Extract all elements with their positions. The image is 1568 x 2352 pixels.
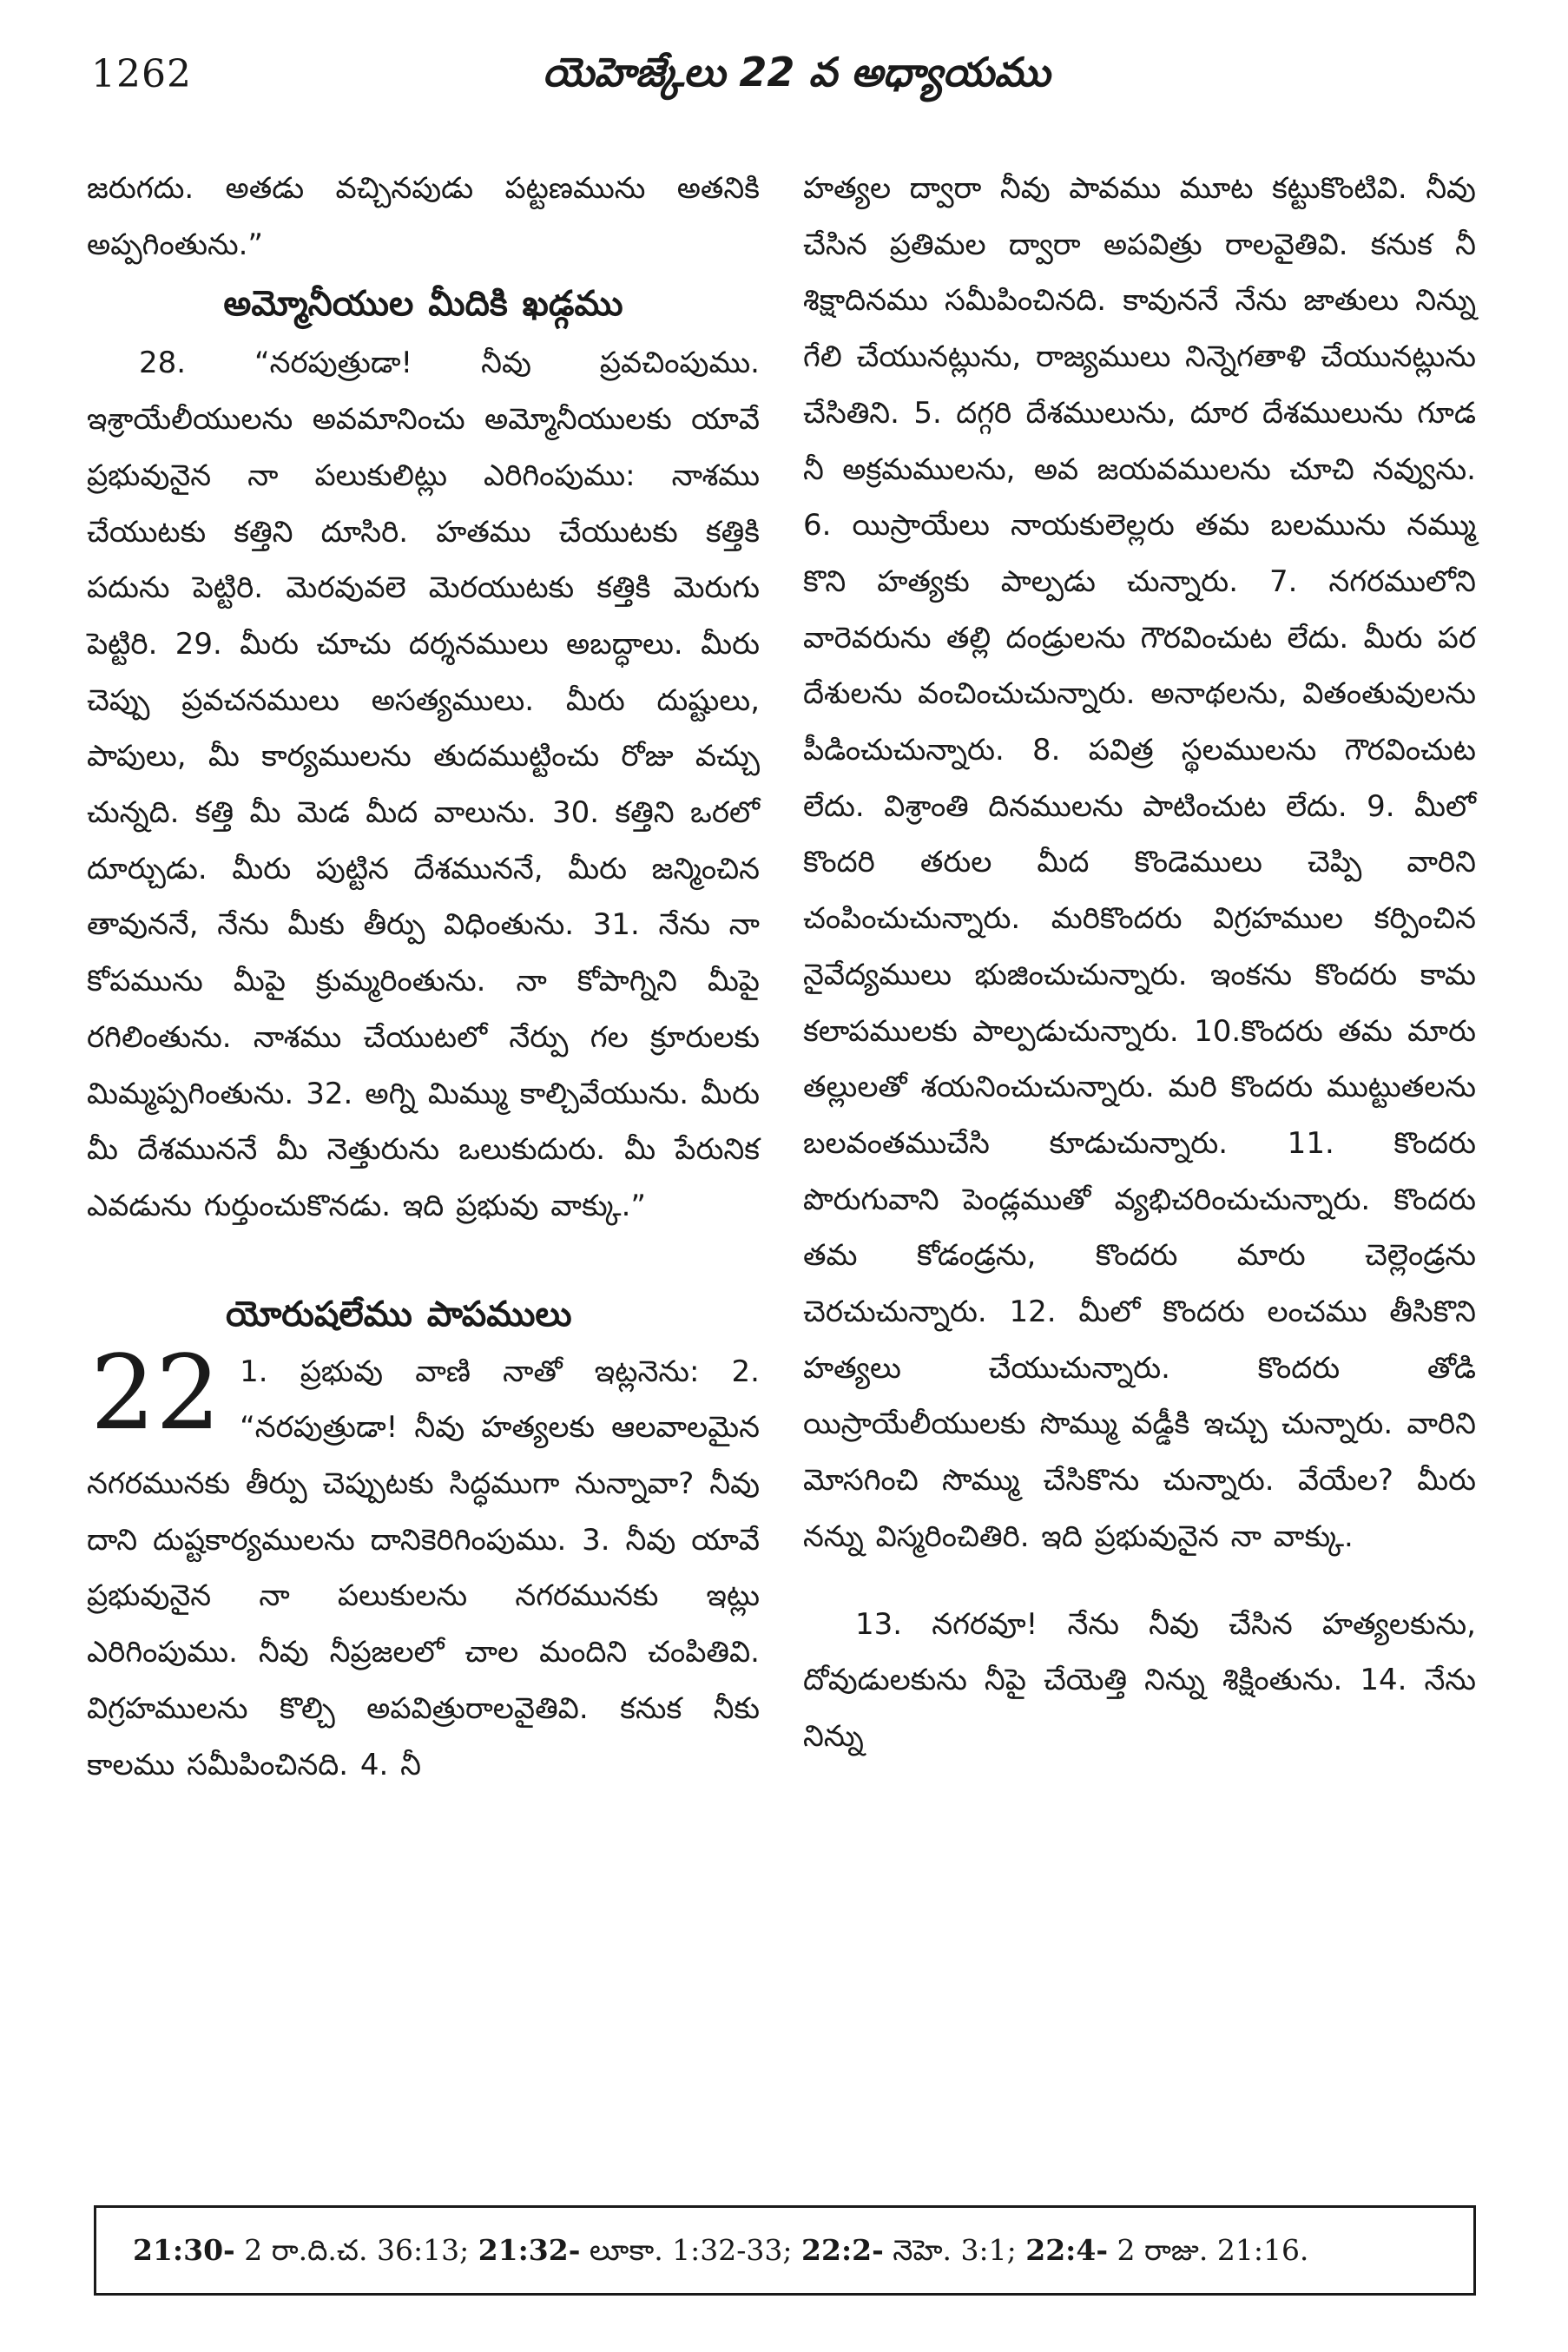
- verse-paragraph: 13. నగరవూ! నేను నీవు చేసిన హత్యలకును, దోవుడులకును నీపై చేయెత్తి నిన్ను శిక్షింతును. 14. నేను నిన్ను: [803, 1606, 1476, 1754]
- running-title: యెహెజ్కేలు 22 వ అధ్యాయము: [543, 49, 1051, 96]
- section-heading-ammonites: అమ్మోనీయుల మీదికి ఖడ్గము: [223, 284, 623, 325]
- cross-reference-box: [94, 2205, 1476, 2296]
- right-column: [803, 161, 1476, 1765]
- page-header: [91, 43, 1480, 130]
- page-number: 1262: [91, 52, 192, 96]
- paragraph-spacer: [803, 1565, 1476, 1597]
- verse-paragraph: హత్యల ద్వారా నీవు పావము మూట కట్టుకొంటివి. నీవు చేసిన ప్రతిమల ద్వారా అపవిత్రు రాలవైతివి. కనుక నీ శిక్షాదినము సమీపించినది. కావుననే నేను జాతులు నిన్ను గేలి చేయునట్లును, రాజ్యములు నిన్నెగతాళి చేయునట్లును చేసితిని. 5. దగ్గరి దేశములును, దూర దేశములును గూడ నీ అక్రమములను, అవ జయవములను చూచి నవ్వును. 6. యిస్రాయేలు నాయకులెల్లరు తమ బలమును నమ్ము కొని హత్యకు పాల్పడు చున్నారు. 7. నగరములోని వారెవరును తల్లి దండ్రులను గౌరవించుట లేదు. మీరు పర దేశులను వంచించుచున్నారు. అనాథలను, వితంతువులను పీడించుచున్నారు. 8. పవిత్ర స్థలములను గౌరవించుట లేదు. విశ్రాంతి దినములను పాటించుట లేదు. 9. మీలో కొందరి తరుల మీద కొండెములు చెప్పి వారిని చంపించుచున్నారు. మరికొందరు విగ్రహముల కర్పించిన నైవేద్యములు భుజించుచున్నారు. ఇంకను కొందరు కామ కలాపములకు పాల్పడుచున్నారు. 10.కొందరు తమ మారు తల్లులతో శయనించుచున్నారు. మరి కొందరు ముట్టుతలను బలవంతముచేసి కూడుచున్నారు. 11. కొందరు పొరుగువాని పెండ్లముతో వ్యభిచరించుచున్నారు. కొందరు తమ కోడండ్రను, కొందరు మారు చెల్లెండ్రను చెరచుచున్నారు. 12. మీలో కొందరు లంచము తీసికొని హత్యలు చేయుచున్నారు. కొందరు తోడి యిస్రాయేలీయులకు సొమ్ము వడ్డీకి ఇచ్చు చున్నారు. వారిని మోసగించి సొమ్ము చేసికొను చున్నారు. వేయేల? మీరు నన్ను విస్మరించితిరి. ఇది ప్రభువునైన నా వాక్కు.: [803, 171, 1476, 1554]
- verse-paragraph: 1. ప్రభువు వాణి నాతో ఇట్లనెను: 2. “నరపుత్రుడా! నీవు హత్యలకు ఆలవాలమైన నగరమునకు తీర్పు చెప్పుటకు సిద్ధముగా నున్నావా? నీవు దాని దుష్టకార్యములను దానికెరిగింపుము. 3. నీవు యావే ప్రభువునైన నా పలుకులను నగరమునకు ఇట్లు ఎరిగింపుము. నీవు నీప్రజలలో చాల మందిని చంపితివి. విగ్రహములను కొల్చి అపవిత్రురాలవైతివి. కనుక నీకు కాలము సమీపించినది. 4. నీ: [87, 1354, 760, 1782]
- left-column: [87, 161, 760, 1793]
- cross-reference-text: లూకా. 1:32-33;: [580, 2233, 802, 2267]
- cross-reference-key: 22:2-: [801, 2233, 884, 2267]
- cross-reference-text: నెహె. 3:1;: [883, 2233, 1026, 2267]
- cross-reference-text: 2 రాజు. 21:16.: [1108, 2233, 1309, 2267]
- continuation-text: జరుగదు. అతడు వచ్చినపుడు పట్టణమును అతనికి అప్పగింతును.”: [87, 171, 760, 262]
- cross-reference-text: 2 రా.ది.చ. 36:13;: [234, 2233, 478, 2267]
- chapter-number: 22: [90, 1332, 221, 1453]
- chapter-start: [87, 1332, 760, 1794]
- verse-paragraph: 28. “నరపుత్రుడా! నీవు ప్రవచింపుము. ఇశ్రాయేలీయులను అవమానించు అమ్మోనీయులకు యావే ప్రభువునైన నా పలుకులిట్లు ఎరిగింపుము: నాశము చేయుటకు కత్తిని దూసిరి. హతము చేయుటకు కత్తికి పదును పెట్టిరి. మెరవువలె మెరయుటకు కత్తికి మెరుగు పెట్టిరి. 29. మీరు చూచు దర్శనములు అబద్ధాలు. మీరు చెప్పు ప్రవచనములు అసత్యములు. మీరు దుష్టులు, పాపులు, మీ కార్యములను తుదముట్టించు రోజు వచ్చు చున్నది. కత్తి మీ మెడ మీద వాలును. 30. కత్తిని ఒరలో దూర్చుడు. మీరు పుట్టిన దేశముననే, మీరు జన్మించిన తావుననే, నేను మీకు తీర్పు విధింతును. 31. నేను నా కోపమును మీపై క్రుమ్మరింతును. నా కోపాగ్నిని మీపై రగిలింతును. నాశము చేయుటలో నేర్పు గల క్రూరులకు మిమ్మప్పగింతును. 32. అగ్ని మిమ్ము కాల్చివేయును. మీరు మీ దేశముననే మీ నెత్తురును ఒలుకుదురు. మీ పేరునిక ఎవడును గుర్తుంచుకొనడు. ఇది ప్రభువు వాక్కు.”: [87, 346, 760, 1223]
- cross-reference-key: 22:4-: [1025, 2233, 1109, 2267]
- section-heading-jerusalem: యోరుషలేము పాపములు: [226, 1294, 572, 1334]
- cross-reference-key: 21:32-: [478, 2233, 581, 2267]
- cross-reference-key: 21:30-: [133, 2233, 235, 2267]
